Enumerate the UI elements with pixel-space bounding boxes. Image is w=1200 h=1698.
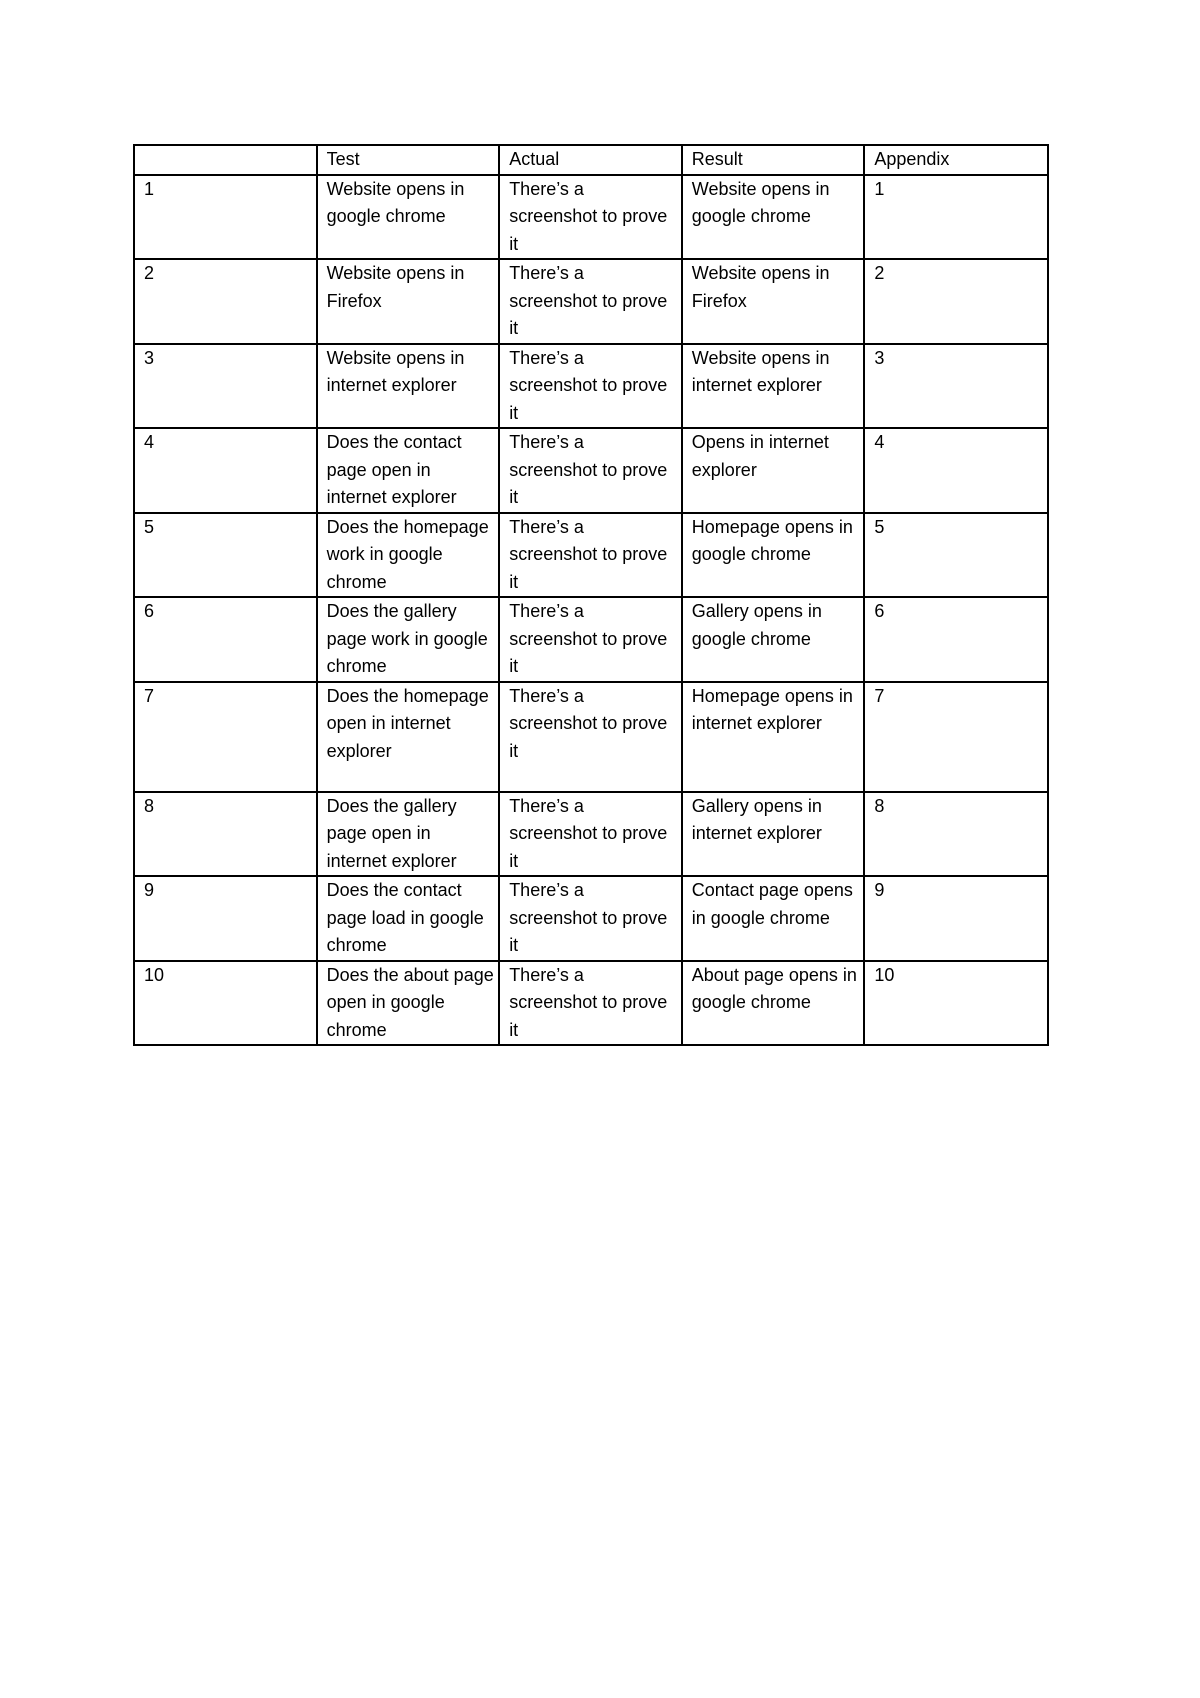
header-appendix: Appendix <box>864 145 1048 175</box>
cell-appendix: 1 <box>864 175 1048 260</box>
cell-result: Website opens in Firefox <box>682 259 865 344</box>
table-row <box>134 344 1048 429</box>
cell-appendix: 6 <box>864 597 1048 682</box>
cell-test: Website opens in internet explorer <box>317 344 500 429</box>
cell-appendix: 7 <box>864 682 1048 792</box>
cell-result: Opens in internet explorer <box>682 428 865 513</box>
cell-appendix: 5 <box>864 513 1048 598</box>
cell-number: 3 <box>134 344 317 429</box>
test-results-table <box>133 144 1049 1046</box>
cell-test: Does the homepage open in internet explorer <box>317 682 500 792</box>
cell-result: Gallery opens in internet explorer <box>682 792 865 877</box>
cell-appendix: 3 <box>864 344 1048 429</box>
table-row <box>134 961 1048 1046</box>
cell-appendix: 8 <box>864 792 1048 877</box>
cell-test: Does the about page open in google chrome <box>317 961 500 1046</box>
table-row <box>134 428 1048 513</box>
header-number <box>134 145 317 175</box>
cell-test: Does the contact page open in internet explorer <box>317 428 500 513</box>
cell-number: 9 <box>134 876 317 961</box>
cell-actual: There’s a screenshot to prove it <box>499 344 682 429</box>
cell-actual: There’s a screenshot to prove it <box>499 259 682 344</box>
cell-test: Does the gallery page open in internet explorer <box>317 792 500 877</box>
cell-result: Website opens in internet explorer <box>682 344 865 429</box>
cell-number: 4 <box>134 428 317 513</box>
cell-result: Website opens in google chrome <box>682 175 865 260</box>
cell-appendix: 9 <box>864 876 1048 961</box>
cell-number: 6 <box>134 597 317 682</box>
cell-test: Does the gallery page work in google chrome <box>317 597 500 682</box>
table-header-row <box>134 145 1048 175</box>
table-row <box>134 597 1048 682</box>
cell-test: Website opens in google chrome <box>317 175 500 260</box>
table-row <box>134 259 1048 344</box>
cell-number: 7 <box>134 682 317 792</box>
cell-number: 5 <box>134 513 317 598</box>
cell-result: Homepage opens in internet explorer <box>682 682 865 792</box>
cell-test: Website opens in Firefox <box>317 259 500 344</box>
header-result: Result <box>682 145 865 175</box>
cell-number: 10 <box>134 961 317 1046</box>
cell-result: About page opens in google chrome <box>682 961 865 1046</box>
cell-actual: There’s a screenshot to prove it <box>499 792 682 877</box>
table-row <box>134 682 1048 792</box>
cell-test: Does the homepage work in google chrome <box>317 513 500 598</box>
cell-actual: There’s a screenshot to prove it <box>499 597 682 682</box>
cell-actual: There’s a screenshot to prove it <box>499 961 682 1046</box>
cell-appendix: 10 <box>864 961 1048 1046</box>
cell-appendix: 4 <box>864 428 1048 513</box>
cell-actual: There’s a screenshot to prove it <box>499 513 682 598</box>
table-row <box>134 513 1048 598</box>
cell-result: Homepage opens in google chrome <box>682 513 865 598</box>
cell-result: Contact page opens in google chrome <box>682 876 865 961</box>
cell-actual: There’s a screenshot to prove it <box>499 876 682 961</box>
header-test: Test <box>317 145 500 175</box>
table-row <box>134 876 1048 961</box>
cell-number: 2 <box>134 259 317 344</box>
cell-actual: There’s a screenshot to prove it <box>499 428 682 513</box>
cell-number: 8 <box>134 792 317 877</box>
cell-number: 1 <box>134 175 317 260</box>
table-row <box>134 175 1048 260</box>
table-row <box>134 792 1048 877</box>
header-actual: Actual <box>499 145 682 175</box>
cell-actual: There’s a screenshot to prove it <box>499 682 682 792</box>
cell-result: Gallery opens in google chrome <box>682 597 865 682</box>
cell-test: Does the contact page load in google chrome <box>317 876 500 961</box>
cell-appendix: 2 <box>864 259 1048 344</box>
cell-actual: There’s a screenshot to prove it <box>499 175 682 260</box>
